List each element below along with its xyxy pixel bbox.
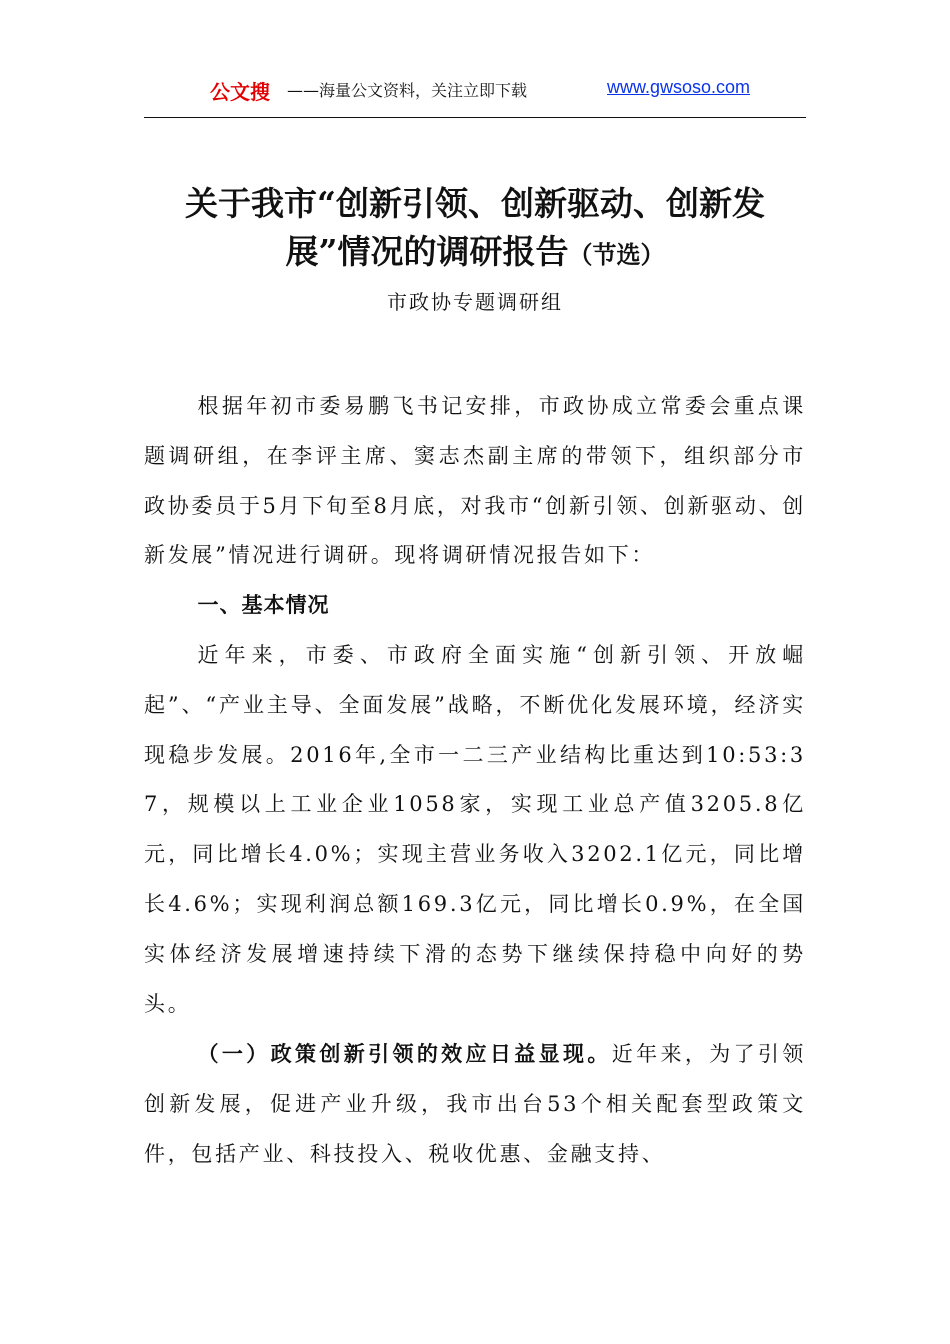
header-tagline: ——海量公文资料，关注立即下载: [287, 81, 528, 100]
subsection-body: 近年来，为了引领创新发展，促进产业升级，我市出台53个相关配套型政策文件，包括产业、科技投入、税收优惠、金融支持、: [144, 1042, 806, 1166]
document-title: [144, 180, 806, 279]
intro-paragraph: 根据年初市委易鹏飞书记安排，市政协成立常委会重点课题调研组，在李评主席、窦志杰副主席的带领下，组织部分市政协委员于5月下旬至8月底，对我市“创新引领、创新驱动、创新发展”情况进行调研。现将调研情况报告如下：: [144, 394, 806, 568]
policy-innovation-paragraph: [144, 1029, 806, 1179]
document-author: 市政协专题调研组: [387, 290, 563, 314]
brand-logo-text: 公文搜: [210, 80, 270, 104]
basic-situation-paragraph: 近年来，市委、市政府全面实施“创新引领、开放崛起”、“产业主导、全面发展”战略，不断优化发展环境，经济实现稳步发展。2016年,全市一二三产业结构比重达到10:53:37，规模以上工业企业1058家，实现工业总产值3205.8亿元，同比增长4.0%；实现主营业务收入3202.1亿元，同比增长4.6%；实现利润总额169.3亿元，同比增长0.9%，在全国实体经济发展增速持续下滑的态势下继续保持稳中向好的势头。: [144, 642, 806, 1016]
title-main: 关于我市“创新引领、创新驱动、创新发展”情况的调研报告: [185, 184, 765, 271]
section-heading-basic-situation: 一、基本情况: [197, 593, 330, 618]
document-body: [144, 382, 806, 1180]
site-link[interactable]: www.gwsoso.com: [607, 77, 751, 97]
title-excerpt-note: （节选）: [568, 240, 665, 269]
page-header: [0, 70, 950, 106]
header-divider: [144, 117, 806, 118]
subsection-lead: （一）政策创新引领的效应日益显现。: [197, 1041, 612, 1067]
